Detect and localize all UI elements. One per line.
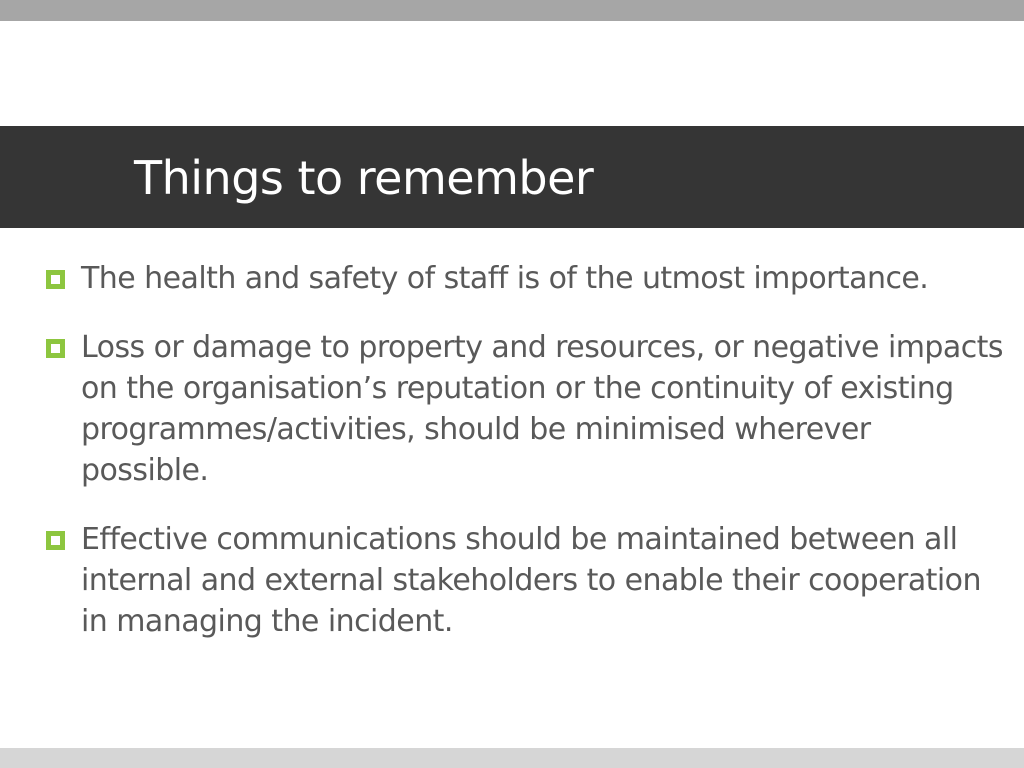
- bullet-list: [46, 258, 1006, 670]
- bullet-item: [46, 327, 1006, 491]
- bullet-item: [46, 258, 1006, 299]
- square-bullet-icon: [46, 339, 65, 358]
- bullet-text: The health and safety of staff is of the utmost importance.: [81, 261, 929, 296]
- bullet-text: Effective communications should be maintained between all internal and external stakeholders to enable their cooperation in managing the incident.: [81, 522, 981, 639]
- square-bullet-icon: [46, 270, 65, 289]
- bullet-text: Loss or damage to property and resources, or negative impacts on the organisation’s reputation or the continuity of existing programmes/activities, should be minimised wherever possible.: [81, 330, 1003, 488]
- bottom-border-strip: [0, 748, 1024, 768]
- top-border-strip: [0, 0, 1024, 21]
- square-bullet-icon: [46, 531, 65, 550]
- bullet-item: [46, 519, 1006, 642]
- slide-title: Things to remember: [134, 151, 594, 205]
